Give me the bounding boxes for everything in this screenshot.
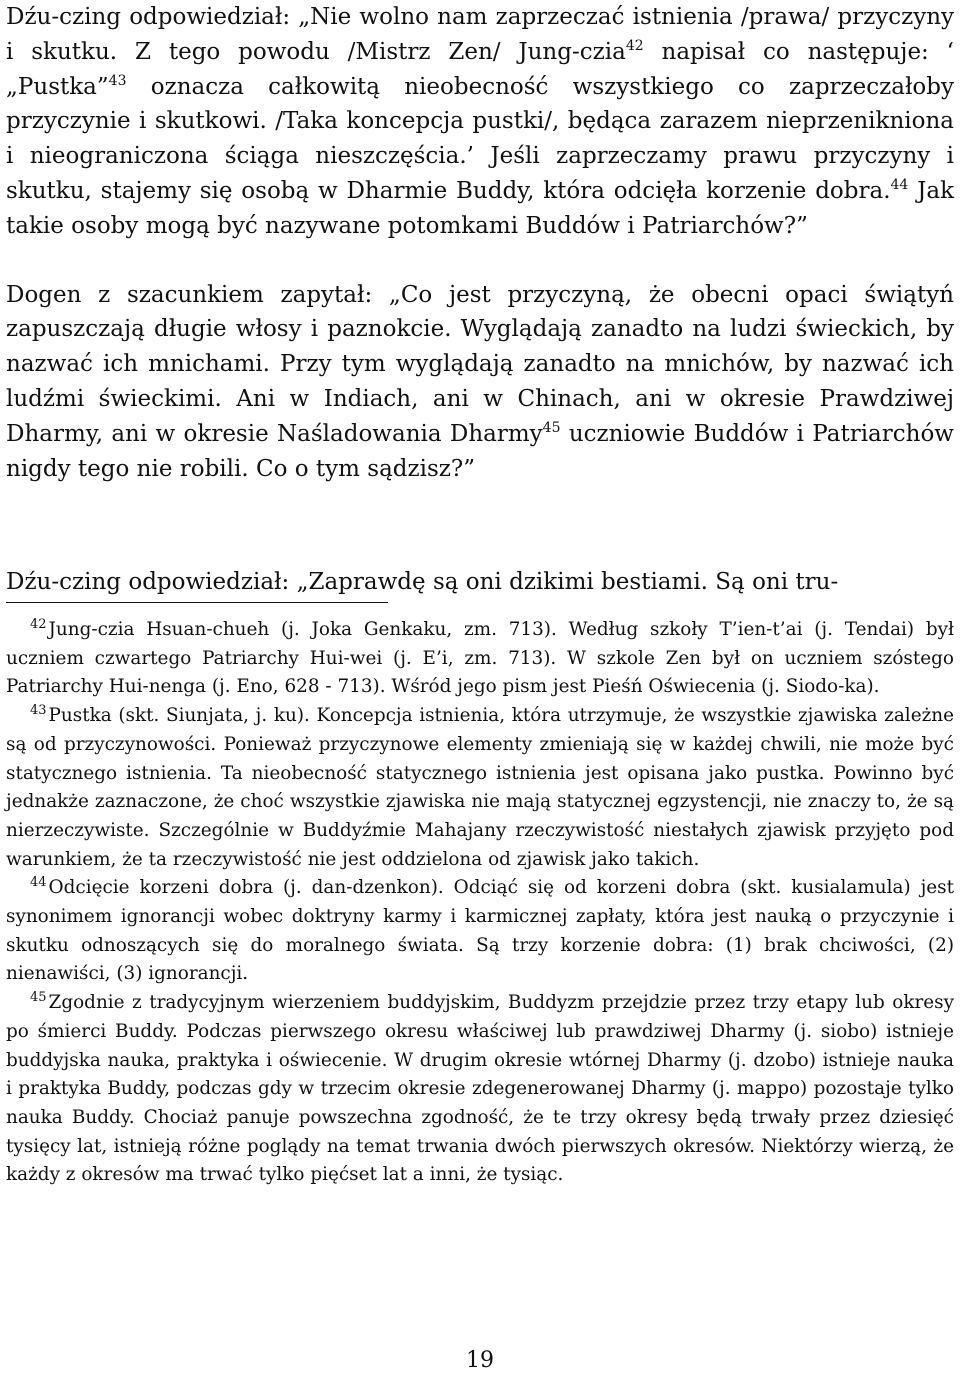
main-text xyxy=(6,0,954,486)
text-run: Jak takie osoby mogą być nazywane potomkami Buddów i Patriarchów?” xyxy=(6,177,955,239)
text-run: uczniowie Buddów i Patriarchów nigdy tego nie robili. Co o tym sądzisz?” xyxy=(6,420,954,482)
footnote-reference: 42 xyxy=(625,37,644,54)
footnote-text: Pustka (skt. Siunjata, j. ku). Koncepcja istnienia, która utrzymuje, że wszystkie zjawiska zależne są od przyczynowości. Ponieważ przyczynowe elementy zmieniają się w każdej chwili, nie może być statycznego istnienia. Ta nieobecność statycznego istnienia jest opisana jako pustka. Powinno być jednakże zaznaczone, że choć wszystkie zjawiska nie mają statycznej egzystencji, nie znaczy to, że są nierzeczywiste. Szczególnie w Buddyźmie Mahajany rzeczywistość niestałych zjawisk przyjęto pod warunkiem, że ta rzeczywistość nie jest oddzielona od zjawisk jako takich. xyxy=(6,705,954,870)
footnote-number: 45 xyxy=(30,990,47,1006)
text-run: napisał co następuje: ‘ „Pustka” xyxy=(6,38,954,100)
footnote-number: 42 xyxy=(30,617,47,632)
footnote-text: Odcięcie korzeni dobra (j. dan-dzenkon). Odciąć się od korzeni dobra (skt. kusialamula) jest synonimem ignorancji wobec doktryny karmy i karmicznej zapłaty, która jest nauką o przyczynie i skutku odnoszących się do moralnego świata. Są trzy korzenie dobra: (1) brak chciwości, (2) nienawiści, (3) ignorancji. xyxy=(6,877,954,985)
paragraph xyxy=(6,278,954,487)
continued-paragraph: Dźu-czing odpowiedział: „Zaprawdę są oni dzikimi bestiami. Są oni tru- xyxy=(6,569,839,595)
text-run: Dogen z szacunkiem zapytał: „Co jest przyczyną, że obecni opaci świątyń zapuszczają długie włosy i paznokcie. Wyglądają zanadto na ludzi świeckich, by nazwać ich mnichami. Przy tym wyglądają zanadto na mnichów, by nazwać ich ludźmi świeckimi. Ani w Indiach, ani w Chinach, ani w okresie Prawdziwej Dharmy, ani w okresie Naśladowania Dharmy xyxy=(6,281,954,447)
page-number: 19 xyxy=(466,1348,494,1373)
footnote-number: 43 xyxy=(30,703,47,719)
footnote-divider xyxy=(6,602,388,603)
text-run: Dźu-czing odpowiedział: „Nie wolno nam zaprzeczać istnienia /prawa/ przyczyny i skutku. Z tego powodu /Mistrz Zen/ Jung-czia xyxy=(6,4,954,65)
footnote-reference: 44 xyxy=(890,176,909,193)
text-run: oznacza całkowitą nieobecność wszystkiego co zaprzeczałoby przyczynie i skutkowi. /Taka koncepcja pustki/, będąca zarazem nieprzenikniona i nieograniczona ściąga nieszczęścia.’ Jeśli zaprzeczamy prawu przyczyny i skutku, stajemy się osobą w Dharmie Buddy, która odcięła korzenie dobra. xyxy=(6,73,954,204)
footnote-reference: 45 xyxy=(542,419,561,436)
footnote-number: 44 xyxy=(30,875,47,891)
footnote xyxy=(6,989,954,1190)
document-page xyxy=(6,0,954,1374)
footnote-text: Zgodnie z tradycyjnym wierzeniem buddyjskim, Buddyzm przejdzie przez trzy etapy lub okresy po śmierci Buddy. Podczas pierwszego okresu właściwej lub prawdziwej Dharmy (j. siobo) istnieje buddyjska nauka, praktyka i oświecenie. W drugim okresie wtórnej Dharmy (j. dzobo) istnieje nauka i praktyka Buddy, podczas gdy w trzecim okresie zdegenerowanej Dharmy (j. mappo) pozostaje tylko nauka Buddy. Chociaż panuje powszechna zgodność, że te trzy okresy będą trwały przez dziesięć tysięcy lat, istnieją różne poglądy na temat trwania dwóch pierwszych okresów. Niektórzy wierzą, że każdy z okresów ma trwać tylko pięćset lat a inni, że tysiąc. xyxy=(6,992,954,1186)
paragraph xyxy=(6,0,954,244)
footnote xyxy=(6,702,954,874)
footnotes-section xyxy=(6,616,954,1190)
footnote-text: Jung-czia Hsuan-chueh (j. Joka Genkaku, zm. 713). Według szkoły T’ien-t’ai (j. Tendai) był uczniem czwartego Patriarchy Hui-wei (j. E’i, zm. 713). W szkole Zen był on uczniem szóstego Patriarchy Hui-nenga (j. Eno, 628 - 713). Wśród jego pism jest Pieśń Oświecenia (j. Siodo-ka). xyxy=(6,619,954,698)
footnote xyxy=(6,616,954,702)
footnote xyxy=(6,874,954,989)
footnote-reference: 43 xyxy=(108,72,127,89)
